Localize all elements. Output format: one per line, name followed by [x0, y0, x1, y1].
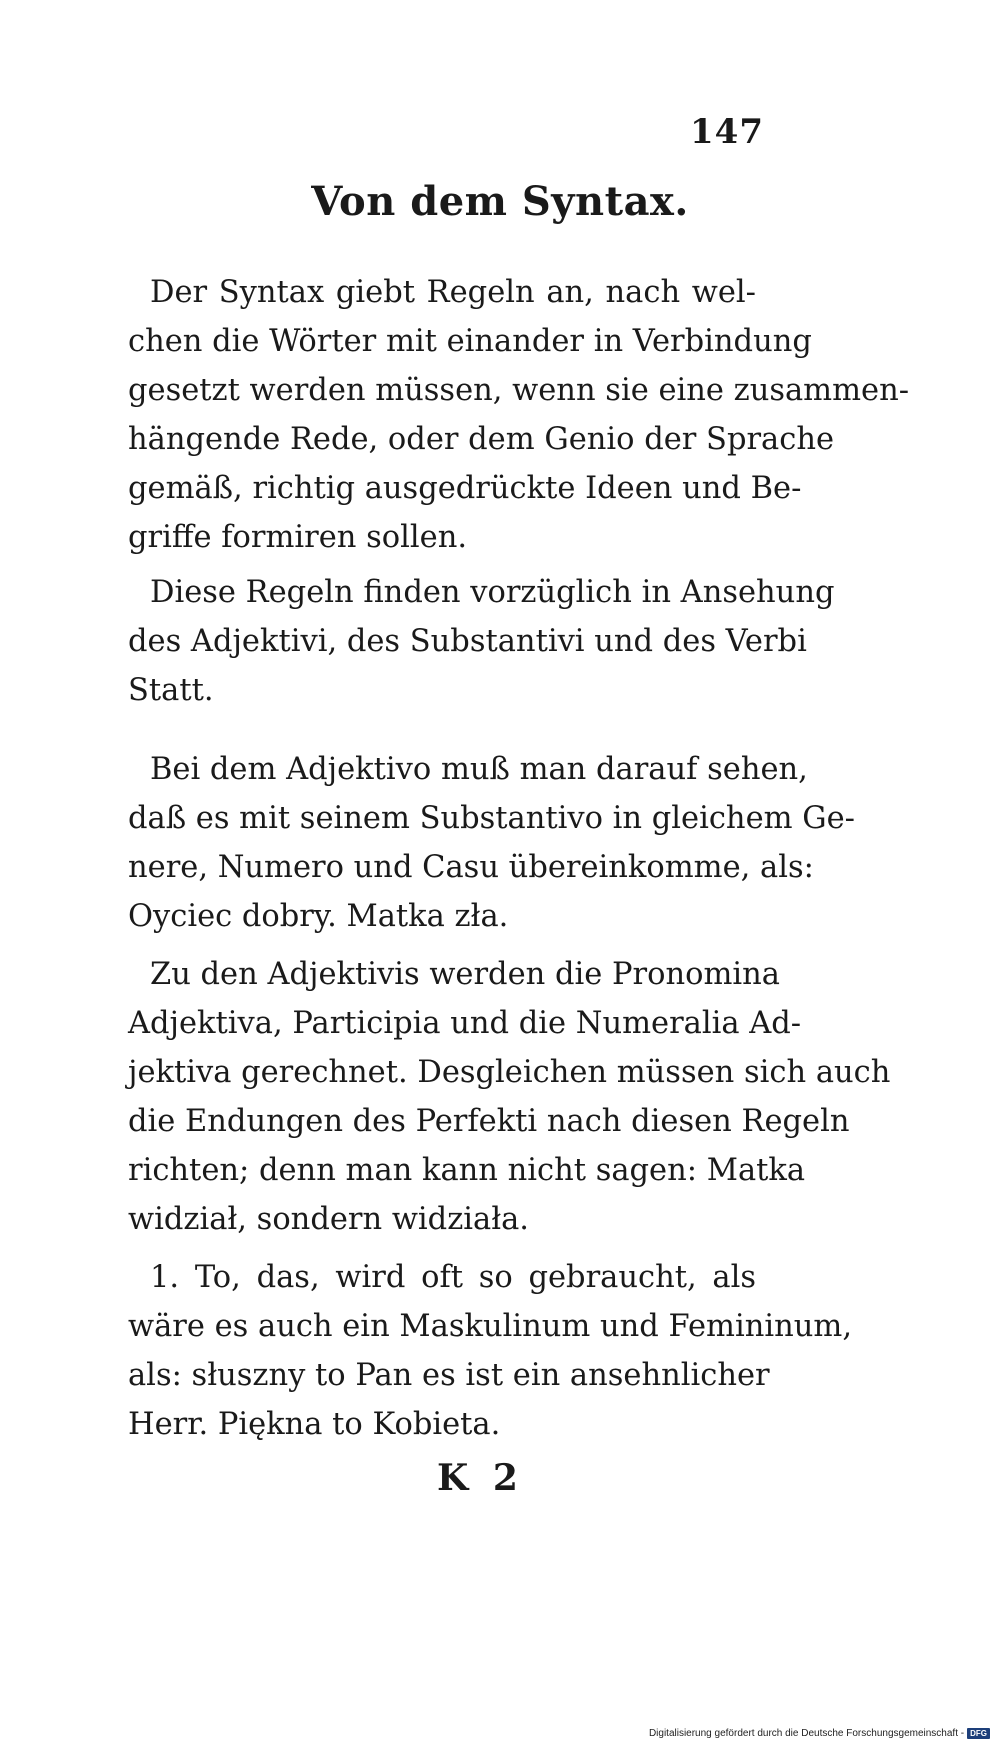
- text-line: griffe formiren sollen.: [128, 520, 468, 555]
- paragraph-1: [128, 268, 910, 562]
- paragraph-4: [128, 950, 891, 1244]
- text-line: Bei dem Adjektivo muß man darauf sehen,: [150, 752, 808, 787]
- text-line: Herr. Piękna to Kobieta.: [128, 1407, 501, 1442]
- text-line: als: słuszny to Pan es ist ein ansehnlicher: [128, 1358, 770, 1393]
- text-line: gesetzt werden müssen, wenn sie eine zusammen-: [128, 373, 910, 408]
- text-line: richten; denn man kann nicht sagen: Matka: [128, 1153, 806, 1188]
- text-line: 1. To, das, wird oft so gebraucht, als: [150, 1260, 756, 1295]
- text-line: widział, sondern widziała.: [128, 1202, 529, 1237]
- page-number: 147: [690, 112, 764, 152]
- text-line: hängende Rede, oder dem Genio der Sprache: [128, 422, 835, 457]
- dfg-logo-icon: DFG: [967, 1728, 990, 1739]
- text-line: chen die Wörter mit einander in Verbindung: [128, 324, 812, 359]
- text-line: nere, Numero und Casu übereinkomme, als:: [128, 850, 814, 885]
- text-line: die Endungen des Perfekti nach diesen Regeln: [128, 1104, 850, 1139]
- text-line: des Adjektivi, des Substantivi und des Verbi: [128, 624, 807, 659]
- page-title: Von dem Syntax.: [311, 178, 689, 225]
- text-line: Oyciec dobry. Matka zła.: [128, 899, 509, 934]
- signature-mark: K 2: [437, 1457, 524, 1499]
- digitization-footer: [649, 1728, 990, 1739]
- paragraph-2: [128, 568, 835, 715]
- text-line: gemäß, richtig ausgedrückte Ideen und Be-: [128, 471, 802, 506]
- text-line: Der Syntax giebt Regeln an, nach wel-: [150, 275, 756, 310]
- text-line: Statt.: [128, 673, 214, 708]
- text-line: Diese Regeln finden vorzüglich in Ansehung: [150, 575, 835, 610]
- footer-text: Digitalisierung gefördert durch die Deutsche Forschungsgemeinschaft -: [648, 1728, 965, 1739]
- text-line: daß es mit seinem Substantivo in gleichem Ge-: [128, 801, 855, 836]
- paragraph-3: [128, 745, 855, 941]
- text-line: jektiva gerechnet. Desgleichen müssen sich auch: [128, 1055, 891, 1090]
- text-line: Zu den Adjektivis werden die Pronomina: [150, 957, 780, 992]
- paragraph-5: [128, 1253, 853, 1449]
- text-line: Adjektiva, Participia und die Numeralia Ad-: [128, 1006, 802, 1041]
- text-line: wäre es auch ein Maskulinum und Femininum,: [128, 1309, 853, 1344]
